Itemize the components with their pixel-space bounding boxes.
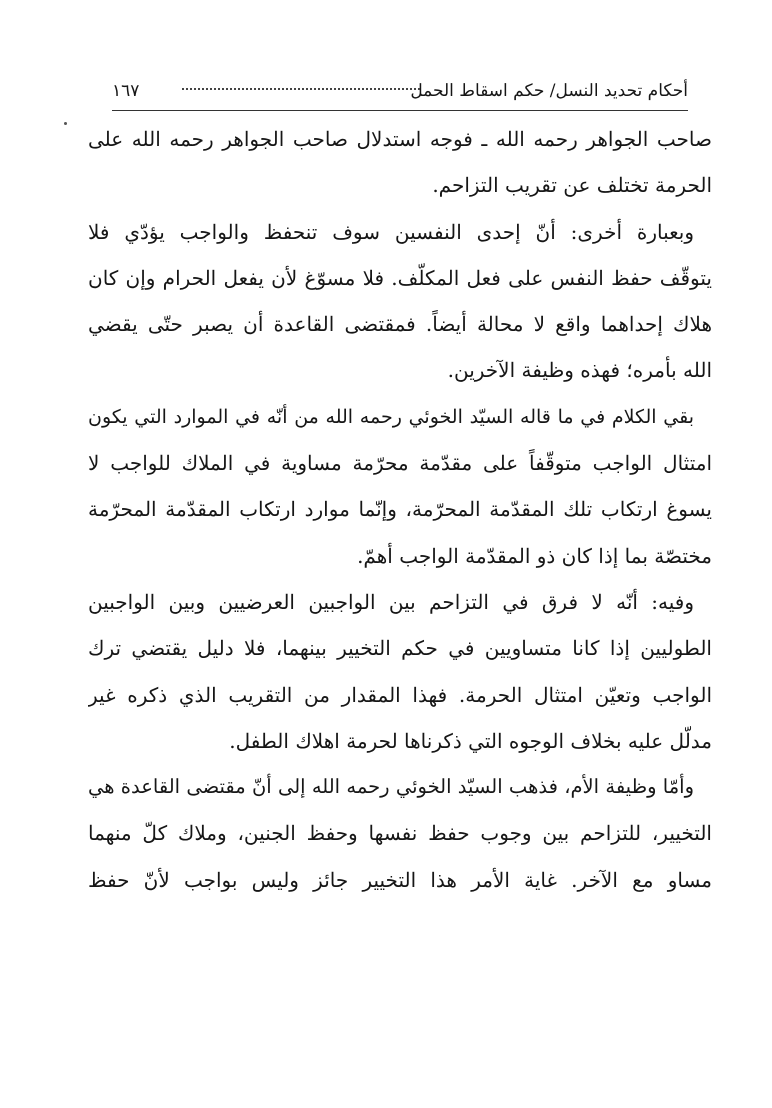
- page-number: ١٦٧: [112, 81, 140, 101]
- paragraph-1: [88, 116, 712, 209]
- text-line: يتوقّف حفظ النفس على فعل المكلّف. فلا مسوّغ لأن يفعل الحرام وإن كان: [88, 265, 712, 290]
- text-line: مختصّة بما إذا كان ذو المقدّمة الواجب أهمّ.: [357, 543, 712, 568]
- paragraph-2: [88, 209, 712, 394]
- stray-dot-mark: [64, 122, 67, 125]
- text-line: الطوليين إذا كانا متساويين في حكم التخيير بينهما، فلا دليل يقتضي ترك: [88, 636, 712, 661]
- paragraph-5: [88, 764, 712, 903]
- text-line: مساو مع الآخر. غاية الأمر هذا التخيير جائز وليس بواجب لأنّ حفظ: [88, 867, 712, 892]
- running-header: [112, 80, 688, 111]
- text-line: الواجب وتعيّن امتثال الحرمة. فهذا المقدار من التقريب الذي ذكره غير: [88, 682, 712, 707]
- body-text: [88, 116, 712, 903]
- text-line: الله بأمره؛ فهذه وظيفة الآخرين.: [447, 358, 712, 383]
- text-line: التخيير، للتزاحم بين وجوب حفظ نفسها وحفظ الجنين، وملاك كلّ منهما: [88, 821, 712, 846]
- text-line: امتثال الواجب متوقّفاً على مقدّمة محرّمة مساوية في الملاك للواجب لا: [88, 451, 712, 476]
- header-title: أحكام تحديد النسل/ حكم اسقاط الحمل: [410, 81, 688, 101]
- paragraph-3: [88, 394, 712, 579]
- text-line: الحرمة تختلف عن تقريب التزاحم.: [432, 173, 712, 198]
- text-line: بقي الكلام في ما قاله السيّد الخوئي رحمه الله من أنّه في الموارد التي يكون: [88, 405, 694, 428]
- text-line: يسوغ ارتكاب تلك المقدّمة المحرّمة، وإنّما موارد ارتكاب المقدّمة المحرّمة: [88, 497, 712, 522]
- header-leader-dots: [182, 88, 420, 90]
- text-line: وفيه: أنّه لا فرق في التزاحم بين الواجبين العرضيين وبين الواجبين: [88, 589, 694, 614]
- text-line: صاحب الجواهر رحمه الله ـ فوجه استدلال صاحب الجواهر رحمه الله على: [88, 127, 712, 151]
- text-line: هلاك إحداهما واقع لا محالة أيضاً. فمقتضى القاعدة أن يصبر حتّى يقضي: [88, 312, 712, 337]
- paragraph-4: [88, 579, 712, 764]
- text-line: مدلّل عليه بخلاف الوجوه التي ذكرناها لحرمة اهلاك الطفل.: [229, 728, 712, 753]
- text-line: وبعبارة أخرى: أنّ إحدى النفسين سوف تنحفظ والواجب يؤدّي فلا: [88, 219, 694, 244]
- text-line: وأمّا وظيفة الأم، فذهب السيّد الخوئي رحمه الله إلى أنّ مقتضى القاعدة هي: [88, 775, 694, 799]
